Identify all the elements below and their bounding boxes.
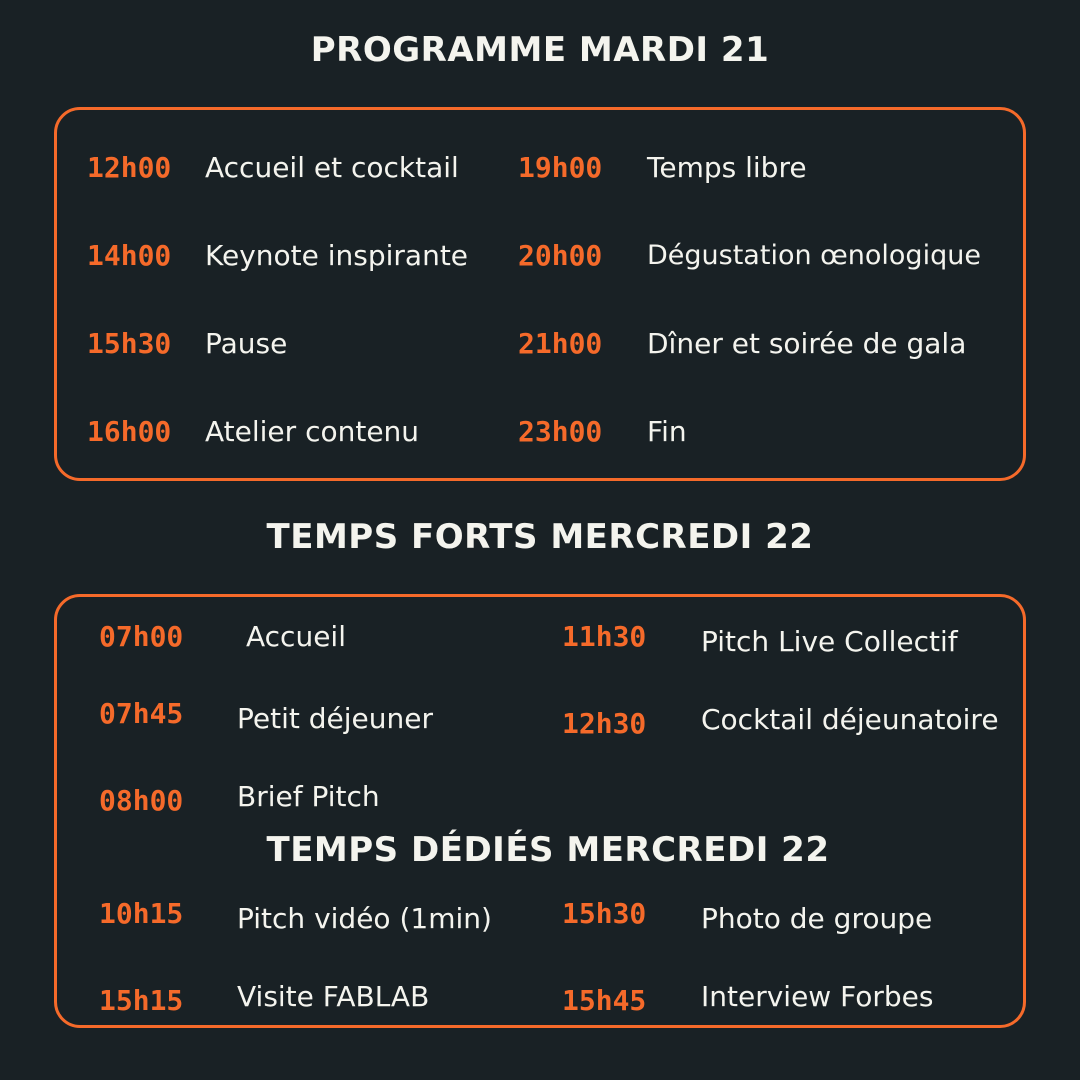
programme-label: Temps libre [647,151,807,184]
highlights-label: Brief Pitch [237,780,380,813]
dedicated-title: TEMPS DÉDIÉS MERCREDI 22 [266,830,830,870]
programme-time: 21h00 [518,327,603,360]
programme-label: Pause [205,327,288,360]
programme-time: 14h00 [87,239,172,272]
wednesday-box [54,594,1026,1028]
highlights-time: 12h30 [562,707,647,740]
programme-time: 19h00 [518,151,603,184]
programme-label: Dîner et soirée de gala [647,327,967,360]
highlights-label: Pitch Live Collectif [701,625,958,658]
programme-time: 12h00 [87,151,172,184]
highlights-time: 07h45 [99,697,184,730]
highlights-label: Petit déjeuner [237,702,433,735]
dedicated-time: 15h30 [562,897,647,930]
highlights-time: 08h00 [99,784,184,817]
programme-label: Keynote inspirante [205,239,469,272]
programme-time: 15h30 [87,327,172,360]
highlights-time: 11h30 [562,620,647,653]
dedicated-label: Photo de groupe [701,902,933,935]
programme-label: Atelier contenu [205,415,420,448]
dedicated-label: Pitch vidéo (1min) [237,902,492,935]
highlights-label: Cocktail déjeunatoire [701,703,999,736]
programme-label: Dégustation œnologique [647,240,981,271]
programme-time: 16h00 [87,415,172,448]
programme-time: 20h00 [518,239,603,272]
dedicated-time: 10h15 [99,897,184,930]
programme-label: Fin [647,415,687,448]
dedicated-time: 15h15 [99,984,184,1017]
programme-time: 23h00 [518,415,603,448]
programme-title: PROGRAMME MARDI 21 [310,30,770,70]
dedicated-label: Interview Forbes [701,980,934,1013]
dedicated-label: Visite FABLAB [237,980,430,1013]
highlights-title: TEMPS FORTS MERCREDI 22 [266,517,814,557]
highlights-time: 07h00 [99,620,184,653]
programme-label: Accueil et cocktail [205,151,459,184]
dedicated-time: 15h45 [562,984,647,1017]
highlights-label: Accueil [246,620,346,653]
